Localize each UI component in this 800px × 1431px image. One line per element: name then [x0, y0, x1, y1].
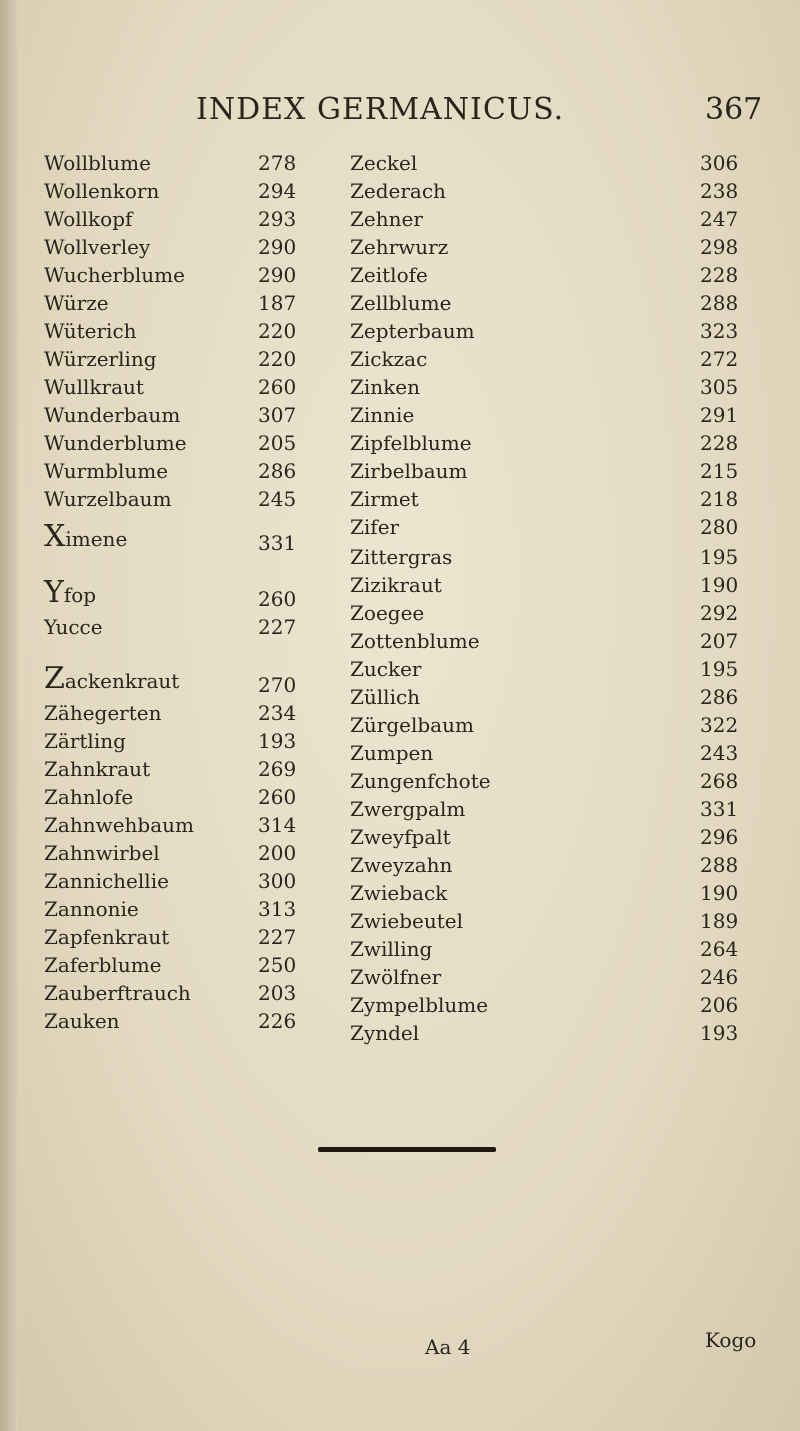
- index-entry-page: 227: [258, 925, 297, 949]
- index-entry-name: Zederach: [350, 179, 446, 203]
- index-entry-page: 294: [258, 179, 297, 203]
- index-entry-name: Zwieback: [350, 881, 448, 905]
- index-entry-name: Zinken: [350, 375, 421, 399]
- index-entry-page: 331: [258, 531, 297, 555]
- index-entry-page: 220: [258, 319, 297, 343]
- index-entry-name: Zirmet: [350, 487, 419, 511]
- index-entry-name: Wunderblume: [44, 431, 187, 455]
- index-entry-name: Würze: [44, 291, 109, 315]
- index-entry-name: Zellblume: [350, 291, 452, 315]
- index-entry-page: 207: [700, 629, 739, 653]
- index-entry-page: 280: [700, 515, 739, 539]
- index-entry-page: 313: [258, 897, 297, 921]
- index-entry-page: 260: [258, 375, 297, 399]
- index-entry-name: Zahnwehbaum: [44, 813, 194, 837]
- index-entry-page: 187: [258, 291, 297, 315]
- index-entry-name: Zifer: [350, 515, 400, 539]
- index-entry-page: 190: [700, 881, 739, 905]
- index-entry-page: 331: [700, 797, 739, 821]
- index-entry-name: Zoegee: [350, 601, 425, 625]
- index-entry-name: Zannichellie: [44, 869, 169, 893]
- index-entry-page: 290: [258, 263, 297, 287]
- index-entry-page: 298: [700, 235, 739, 259]
- index-entry-name: Zapfenkraut: [44, 925, 170, 949]
- index-entry-page: 203: [258, 981, 297, 1005]
- catchword: Kogo: [705, 1328, 757, 1352]
- index-entry-name: Wollblume: [44, 151, 151, 175]
- index-entry-name: Zeitlofe: [350, 263, 428, 287]
- index-entry-page: 220: [258, 347, 297, 371]
- index-entry-page: 246: [700, 965, 739, 989]
- index-entry-page: 291: [700, 403, 739, 427]
- index-entry-page: 189: [700, 909, 739, 933]
- index-entry-name: Ximene: [44, 519, 128, 554]
- index-entry-page: 268: [700, 769, 739, 793]
- index-entry-page: 206: [700, 993, 739, 1017]
- index-entry-name: Yucce: [44, 615, 103, 639]
- index-entry-page: 305: [700, 375, 739, 399]
- index-entry-page: 234: [258, 701, 297, 725]
- index-entry-page: 296: [700, 825, 739, 849]
- index-entry-name: Zackenkraut: [44, 661, 180, 696]
- index-entry-page: 247: [700, 207, 739, 231]
- index-entry-page: 226: [258, 1009, 297, 1033]
- index-entry-name: Wüterich: [44, 319, 137, 343]
- index-entry-name: Zauken: [44, 1009, 120, 1033]
- index-entry-name: Zumpen: [350, 741, 434, 765]
- index-entry-page: 228: [700, 263, 739, 287]
- index-entry-name: Zirbelbaum: [350, 459, 468, 483]
- index-entry-page: 250: [258, 953, 297, 977]
- index-entry-page: 245: [258, 487, 297, 511]
- index-entry-name: Zipfelblume: [350, 431, 472, 455]
- index-entry-page: 307: [258, 403, 297, 427]
- page-header-title: INDEX GERMANICUS.: [196, 92, 565, 127]
- page-spine-shadow: [0, 0, 18, 1431]
- index-entry-page: 238: [700, 179, 739, 203]
- index-entry-name: Zehrwurz: [350, 235, 449, 259]
- index-entry-page: 322: [700, 713, 739, 737]
- index-entry-name: Zähegerten: [44, 701, 162, 725]
- index-entry-name: Zauberftrauch: [44, 981, 191, 1005]
- index-entry-page: 193: [258, 729, 297, 753]
- index-entry-page: 270: [258, 673, 297, 697]
- index-entry-name: Zahnkraut: [44, 757, 151, 781]
- index-entry-page: 215: [700, 459, 739, 483]
- index-entry-page: 292: [700, 601, 739, 625]
- index-entry-name: Zucker: [350, 657, 422, 681]
- index-entry-page: 300: [258, 869, 297, 893]
- index-entry-name: Zaferblume: [44, 953, 162, 977]
- index-entry-name: Wurzelbaum: [44, 487, 172, 511]
- index-entry-page: 290: [258, 235, 297, 259]
- index-entry-page: 243: [700, 741, 739, 765]
- signature-mark: Aa 4: [425, 1335, 471, 1359]
- index-entry-page: 200: [258, 841, 297, 865]
- index-entry-name: Zeckel: [350, 151, 418, 175]
- index-entry-name: Wollverley: [44, 235, 151, 259]
- index-entry-page: 314: [258, 813, 297, 837]
- index-entry-page: 288: [700, 291, 739, 315]
- index-entry-page: 278: [258, 151, 297, 175]
- index-entry-page: 272: [700, 347, 739, 371]
- index-entry-name: Yfop: [44, 575, 97, 610]
- index-entry-page: 288: [700, 853, 739, 877]
- index-entry-page: 323: [700, 319, 739, 343]
- index-entry-page: 286: [258, 459, 297, 483]
- index-entry-name: Wullkraut: [44, 375, 144, 399]
- index-entry-name: Zizikraut: [350, 573, 442, 597]
- index-entry-name: Zwergpalm: [350, 797, 466, 821]
- index-entry-name: Zepterbaum: [350, 319, 475, 343]
- index-entry-name: Zwilling: [350, 937, 433, 961]
- index-entry-name: Zyndel: [350, 1021, 420, 1045]
- index-entry-page: 269: [258, 757, 297, 781]
- index-entry-name: Zungenfchote: [350, 769, 491, 793]
- index-entry-name: Zickzac: [350, 347, 428, 371]
- index-entry-page: 218: [700, 487, 739, 511]
- index-entry-name: Zottenblume: [350, 629, 480, 653]
- index-entry-page: 264: [700, 937, 739, 961]
- index-entry-name: Wollenkorn: [44, 179, 160, 203]
- index-entry-name: Züllich: [350, 685, 421, 709]
- end-rule: [318, 1147, 496, 1152]
- index-entry-page: 306: [700, 151, 739, 175]
- index-entry-name: Zehner: [350, 207, 423, 231]
- page-number: 367: [705, 92, 763, 127]
- index-entry-page: 293: [258, 207, 297, 231]
- index-entry-page: 205: [258, 431, 297, 455]
- index-entry-page: 227: [258, 615, 297, 639]
- index-entry-name: Wucherblume: [44, 263, 185, 287]
- index-entry-name: Zannonie: [44, 897, 139, 921]
- index-entry-page: 260: [258, 785, 297, 809]
- index-entry-name: Wurmblume: [44, 459, 169, 483]
- index-entry-name: Zwölfner: [350, 965, 442, 989]
- index-entry-name: Wunderbaum: [44, 403, 181, 427]
- index-entry-page: 195: [700, 657, 739, 681]
- index-entry-name: Zürgelbaum: [350, 713, 474, 737]
- index-entry-name: Zwiebeutel: [350, 909, 464, 933]
- index-entry-name: Würzerling: [44, 347, 157, 371]
- index-entry-name: Wollkopf: [44, 207, 133, 231]
- index-entry-name: Zympelblume: [350, 993, 489, 1017]
- index-entry-name: Zinnie: [350, 403, 415, 427]
- index-entry-page: 190: [700, 573, 739, 597]
- index-entry-page: 193: [700, 1021, 739, 1045]
- index-entry-page: 195: [700, 545, 739, 569]
- index-entry-name: Zärtling: [44, 729, 126, 753]
- index-entry-name: Zahnlofe: [44, 785, 134, 809]
- index-entry-name: Zweyfpalt: [350, 825, 451, 849]
- index-entry-page: 228: [700, 431, 739, 455]
- index-entry-name: Zahnwirbel: [44, 841, 160, 865]
- index-entry-name: Zweyzahn: [350, 853, 453, 877]
- index-entry-page: 260: [258, 587, 297, 611]
- index-entry-page: 286: [700, 685, 739, 709]
- index-entry-name: Zittergras: [350, 545, 453, 569]
